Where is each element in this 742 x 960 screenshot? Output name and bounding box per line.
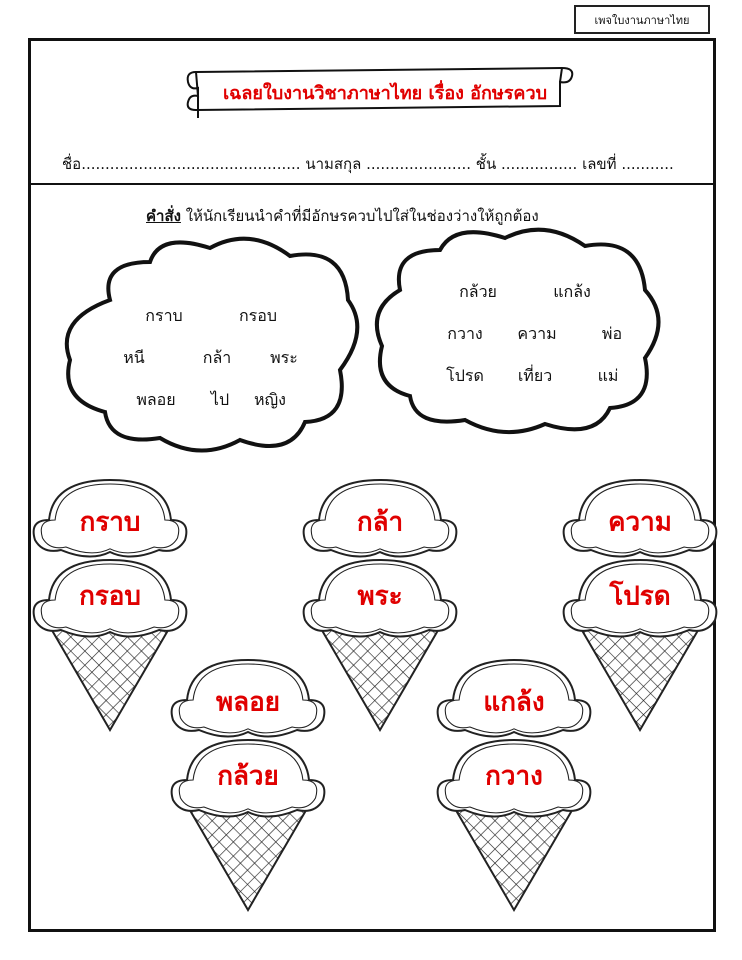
word-chip: กวาง — [447, 324, 483, 343]
word-chip: พระ — [270, 348, 298, 367]
scoop-answer-bottom: พระ — [357, 581, 403, 612]
page-title: เฉลยใบงานวิชาภาษาไทย เรื่อง อักษรควบ — [222, 83, 548, 104]
name-label: ชื่อ — [62, 155, 82, 173]
number-blank: ........... — [621, 155, 674, 173]
word-chip: กรอบ — [238, 306, 278, 325]
word-chip: กล้วย — [459, 282, 497, 301]
word-chip: เที่ยว — [517, 366, 553, 385]
scoop-answer-top: ความ — [608, 507, 672, 538]
word-chip: พลอย — [136, 390, 176, 409]
surname-label: นามสกุล — [305, 155, 362, 173]
waffle-cone — [316, 620, 444, 730]
word-chip: ไป — [210, 390, 230, 409]
scoop-answer-top: กล้า — [356, 507, 404, 538]
worksheet-page-tag: เพจใบงานภาษาไทย — [574, 5, 710, 34]
waffle-cone — [576, 620, 704, 730]
instruction-label: คำสั่ง — [146, 207, 181, 225]
scoop-answer-bottom: กวาง — [485, 761, 543, 792]
waffle-cone — [46, 620, 174, 730]
waffle-cone — [184, 800, 312, 910]
scoop-answer-bottom: กล้วย — [217, 761, 279, 792]
scoop-answer-bottom: โปรด — [609, 581, 671, 612]
number-label: เลขที่ — [582, 155, 617, 173]
surname-blank: ...................... — [366, 155, 472, 173]
scoop-answer-top: พลอย — [216, 687, 280, 718]
instruction-text: ให้นักเรียนนำคำที่มีอักษรควบไปใส่ในช่องว่างให้ถูกต้อง — [185, 207, 539, 225]
name-blank: .............................................. — [81, 155, 301, 173]
word-chip: กล้า — [202, 348, 232, 367]
word-chip: ความ — [517, 324, 557, 343]
waffle-cone — [450, 800, 578, 910]
class-blank: ................ — [501, 155, 578, 173]
word-chip: หญิง — [254, 390, 286, 409]
scoop-answer-top: แกล้ง — [483, 687, 545, 718]
class-label: ชั้น — [475, 155, 497, 173]
word-chip: โปรด — [446, 366, 484, 385]
scoop-answer-top: กราบ — [79, 507, 141, 538]
word-chip: หนี — [123, 348, 145, 367]
word-chip: กราบ — [145, 306, 183, 325]
word-chip: พ่อ — [601, 324, 623, 343]
word-chip: แม่ — [597, 366, 619, 385]
word-chip: แกล้ง — [553, 282, 591, 301]
scoop-answer-bottom: กรอบ — [79, 581, 141, 612]
